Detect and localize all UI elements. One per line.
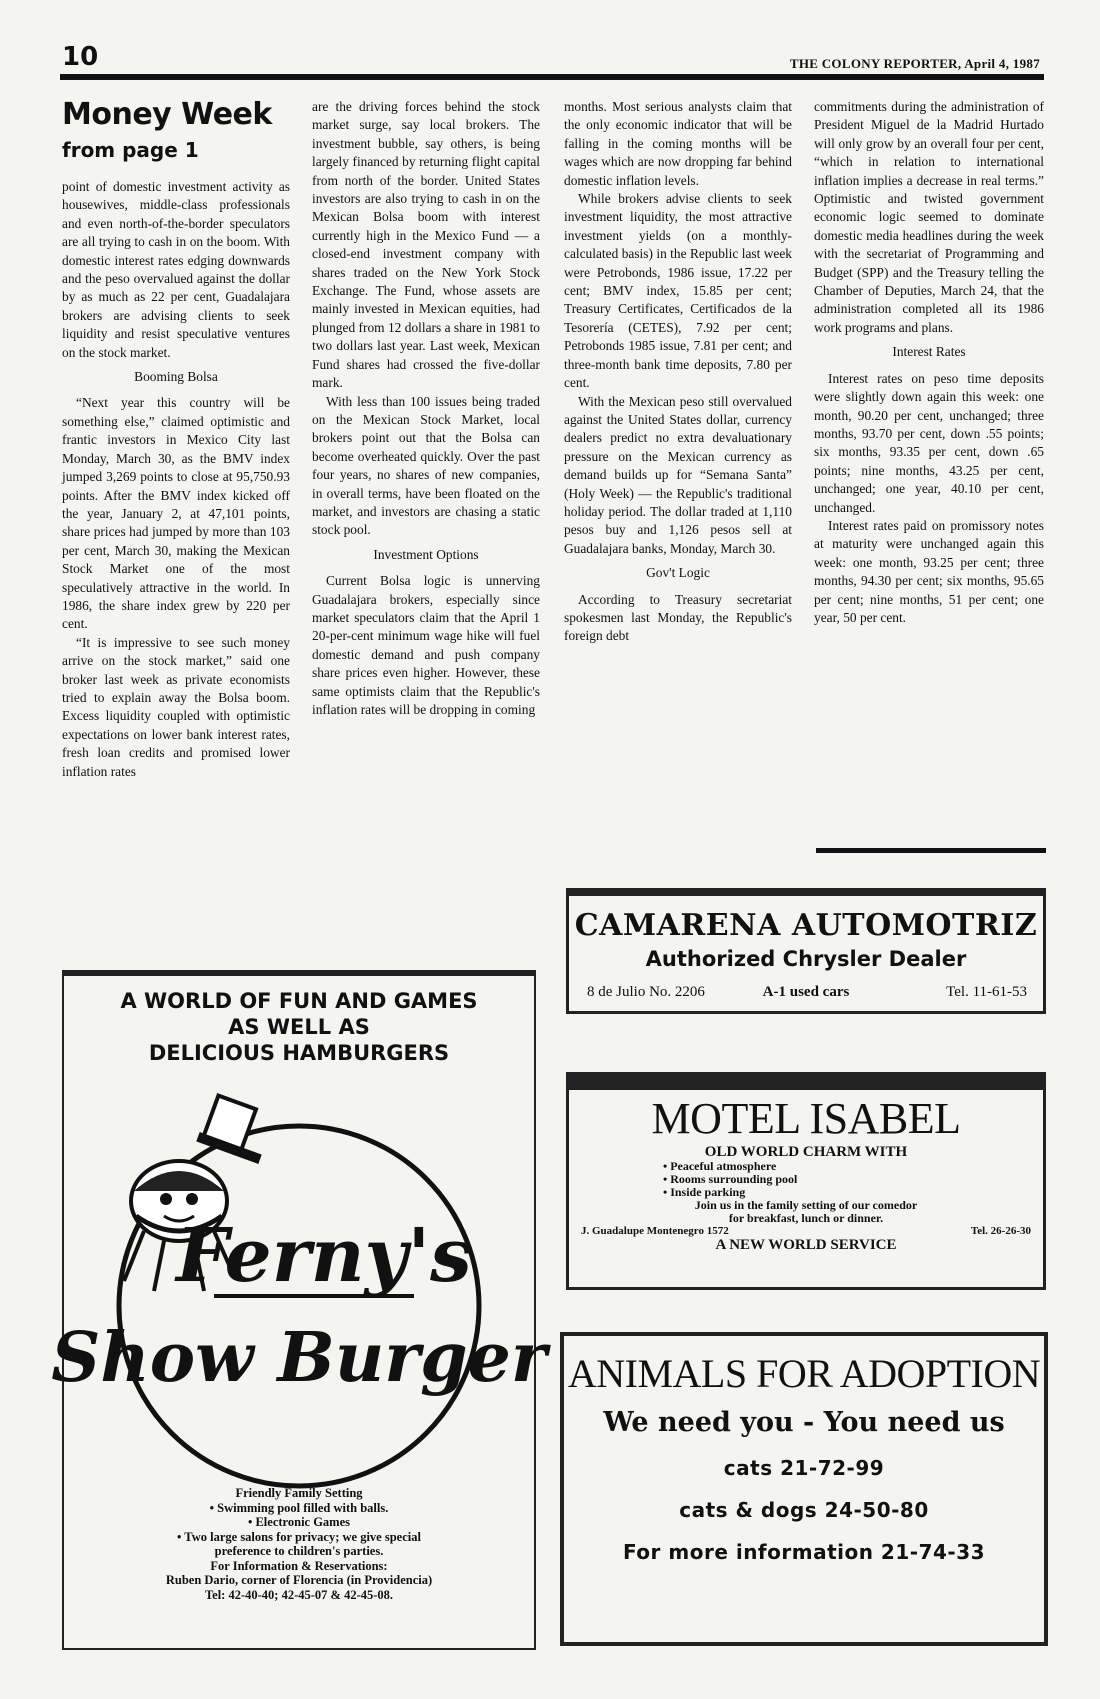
paragraph: While brokers advise clients to seek investment liquidity, the most attractive investment yields (on a monthly-calculated basis) in the Republic last week were Petrobonds, 1986 issue, 17.22 per cent; BMV index, 15.85 per cent; Treasury Certificates, Certificados de la Tesorería (CETES), 7.92 per cent; Petrobonds 1985 issue, 7.81 per cent; and three-month bank time deposits, 7.80 per cent. — [564, 191, 792, 391]
ad-headline — [64, 988, 534, 1066]
ad-detail-line: • Electronic Games — [247, 1515, 351, 1529]
ad-detail-line: • Two large salons for privacy; we give special — [177, 1529, 421, 1544]
subhead-booming-bolsa: Booming Bolsa — [134, 369, 218, 385]
ad-phone: Tel. 11-61-53 — [946, 984, 1027, 1000]
logo-text-show-burger: Show Burger — [51, 1318, 547, 1398]
ad-bullet: • Peaceful atmosphere — [663, 1159, 777, 1173]
ad-camarena-automotriz — [566, 888, 1046, 1014]
ad-phone: Tel. 26-26-30 — [970, 1225, 1031, 1237]
ad-detail-line: Tel: 42-40-40; 42-45-07 & 42-45-08. — [204, 1587, 394, 1602]
paragraph: Interest rates on peso time deposits were slightly down again this week: one month, 90.20 per cent, unchanged; three months, 93.70 per cent, down .55 points; six months, 93.35 per cent, down .65 points; nine months, 43.25 per cent, unchanged; one year, 40.10 per cent, unchanged. — [814, 370, 1044, 515]
ad-bullet: • Rooms surrounding pool — [663, 1172, 798, 1186]
ad-headline-line: AS WELL AS — [228, 1015, 370, 1039]
ad-animals-for-adoption — [560, 1332, 1048, 1646]
paragraph: With the Mexican peso still overvalued against the United States dollar, currency dealers predict no extra devaluationary pressure on the Mexican currency as demand builds up for “Semana Santa” (Holy Week) — the Republic's traditional holiday period. The dollar traded at 1,110 pesos buy and 1,126 pesos sell at Guadalajara banks, Monday, March 30. — [564, 393, 792, 556]
ad-detail-line: Friendly Family Setting — [235, 1486, 363, 1500]
ad-detail-line: Ruben Dario, corner of Florencia (in Providencia) — [165, 1573, 433, 1587]
paragraph: point of domestic investment activity as housewives, middle-class professionals and even north-of-the-border speculators are all trying to cash in on the boom. With domestic interest rates edging downwards and the peso overvalued against the dollar by as much as 22 per cent, Guadalajara brokers are advising clients to seek liquidity and resist speculative ventures on the stock market. — [62, 179, 290, 360]
paragraph: commitments during the administration of President Miguel de la Madrid Hurtado will only grow by an overall four per cent, “which in relation to international inflation implies a decrease in real terms.” Optimistic and twisted government economic logic seemed to dominate domestic media headlines during the week with the secretariat of Programming and Budget (SPP) and the Treasury telling the Chamber of Deputies, March 24, that the administration completed all its 1986 work programs and plans. — [814, 99, 1044, 335]
ad-bullet: • Inside parking — [663, 1185, 746, 1199]
ad-invite: Join us in the family setting of our comedor — [694, 1198, 918, 1212]
paragraph: With less than 100 issues being traded on the Mexican Stock Market, local brokers point out that the Bolsa can become overheated quickly. Over the past four years, no shares of new companies, in overall terms, have been floated on the market, and investors are chasing a static stock pool. — [312, 393, 540, 538]
article-deck: from page 1 — [62, 138, 199, 162]
ad-contact-row — [569, 1225, 1043, 1237]
ad-address: 8 de Julio No. 2206 — [587, 984, 705, 1000]
ad-tagline: OLD WORLD CHARM WITH — [704, 1144, 908, 1160]
paragraph: “It is impressive to see such money arrive on the stock market,” said one broker last week as private economists tried to explain away the Bolsa boom. Excess liquidity coupled with optimistic expectations on lower bank interest rates, fresh loan credits and promised lower inflation rates — [62, 634, 290, 779]
ad-detail-line: • Swimming pool filled with balls. — [209, 1500, 389, 1515]
subhead-interest-rates: Interest Rates — [892, 344, 966, 360]
ad-detail-line: preference to children's parties. — [214, 1544, 384, 1558]
ad-used-cars: A-1 used cars — [762, 984, 850, 1000]
logo-text-fernys: Ferny's — [176, 1213, 472, 1299]
article-column-1 — [62, 98, 290, 781]
paragraph: Interest rates paid on promissory notes at maturity were unchanged again this week: one month, 93.25 per cent; three months, 94.30 per cent; six months, 95.65 per cent; nine months, 51 per cent; one year, 50 per cent. — [814, 517, 1044, 625]
paragraph: According to Treasury secretariat spokesmen last Monday, the Republic's foreign debt — [564, 591, 792, 644]
ad-fernys-show-burger — [51, 970, 547, 1650]
article-column-2 — [312, 98, 540, 719]
ad-phone-line: cats & dogs 24-50-80 — [679, 1498, 929, 1522]
ad-address: J. Guadalupe Montenegro 1572 — [581, 1225, 729, 1237]
ad-headline-line: DELICIOUS HAMBURGERS — [148, 1041, 450, 1065]
ad-service: A NEW WORLD SERVICE — [715, 1237, 897, 1253]
ad-title: CAMARENA AUTOMOTRIZ — [574, 908, 1038, 943]
ad-contact-row — [587, 984, 1027, 1001]
paragraph: “Next year this country will be something else,” claimed optimistic and frantic investors in Mexico City last Monday, March 30, as the BMV index jumped 3,269 points to close at 95,750.93 points. After the BMV index kicked off the year, January 2, at 47,101 points, share prices had jumped by more than 103 per cent, March 30, making the Mexican Stock Market one of the most speculatively attractive in the world. In 1986, the share index grew by 220 per cent. — [62, 395, 290, 632]
ad-details — [74, 1486, 524, 1602]
top-rule — [60, 74, 1044, 80]
ad-title: MOTEL ISABEL — [651, 1094, 961, 1143]
ad-motel-isabel — [566, 1072, 1046, 1290]
ad-detail-line: For Information & Reservations: — [210, 1558, 388, 1573]
article-column-3 — [564, 98, 792, 646]
paragraph: are the driving forces behind the stock market surge, say local brokers. The investment bubble, say others, is being largely financed by returning flight capital from north of the border. United States investors are also trying to cash in on the Mexican Bolsa boom with interest currently high in the Mexico Fund — a closed-end investment company with shares traded on the New York Stock Exchange. The Fund, whose assets are mainly invested in Mexican equities, had plunged from 12 dollars a share in 1981 to two dollars last year. Last week, Mexican Fund shares had crossed the five-dollar mark. — [312, 99, 540, 391]
subhead-investment-options: Investment Options — [373, 546, 479, 562]
ad-headline-line: A WORLD OF FUN AND GAMES — [120, 989, 478, 1013]
column-end-rule — [816, 848, 1046, 853]
subhead-govt-logic: Gov't Logic — [646, 565, 710, 581]
ad-title: ANIMALS FOR ADOPTION — [567, 1351, 1041, 1396]
ad-subtitle: We need you - You need us — [603, 1407, 1005, 1438]
paragraph: months. Most serious analysts claim that the only economic indicator that will be falling in the coming months will be wages which are now dropping far behind domestic inflation levels. — [564, 99, 792, 188]
ad-phone-line: For more information 21-74-33 — [622, 1540, 986, 1564]
paragraph: Current Bolsa logic is unnerving Guadalajara brokers, especially since market speculators claim that the April 1 20-per-cent minimum wage hike will fuel domestic demand and push company share prices even higher. However, these same optimists claim that the Republic's inflation rates will be dropping in coming — [312, 573, 540, 717]
ad-invite: for breakfast, lunch or dinner. — [728, 1211, 884, 1225]
page-number: 10 — [62, 42, 99, 72]
article-headline: Money Week — [62, 97, 272, 132]
fernys-logo — [51, 1081, 547, 1501]
article-column-4 — [814, 98, 1044, 627]
ad-subtitle: Authorized Chrysler Dealer — [645, 947, 967, 971]
ad-phone-line: cats 21-72-99 — [723, 1456, 885, 1480]
running-head: THE COLONY REPORTER, April 4, 1987 — [789, 56, 1040, 71]
